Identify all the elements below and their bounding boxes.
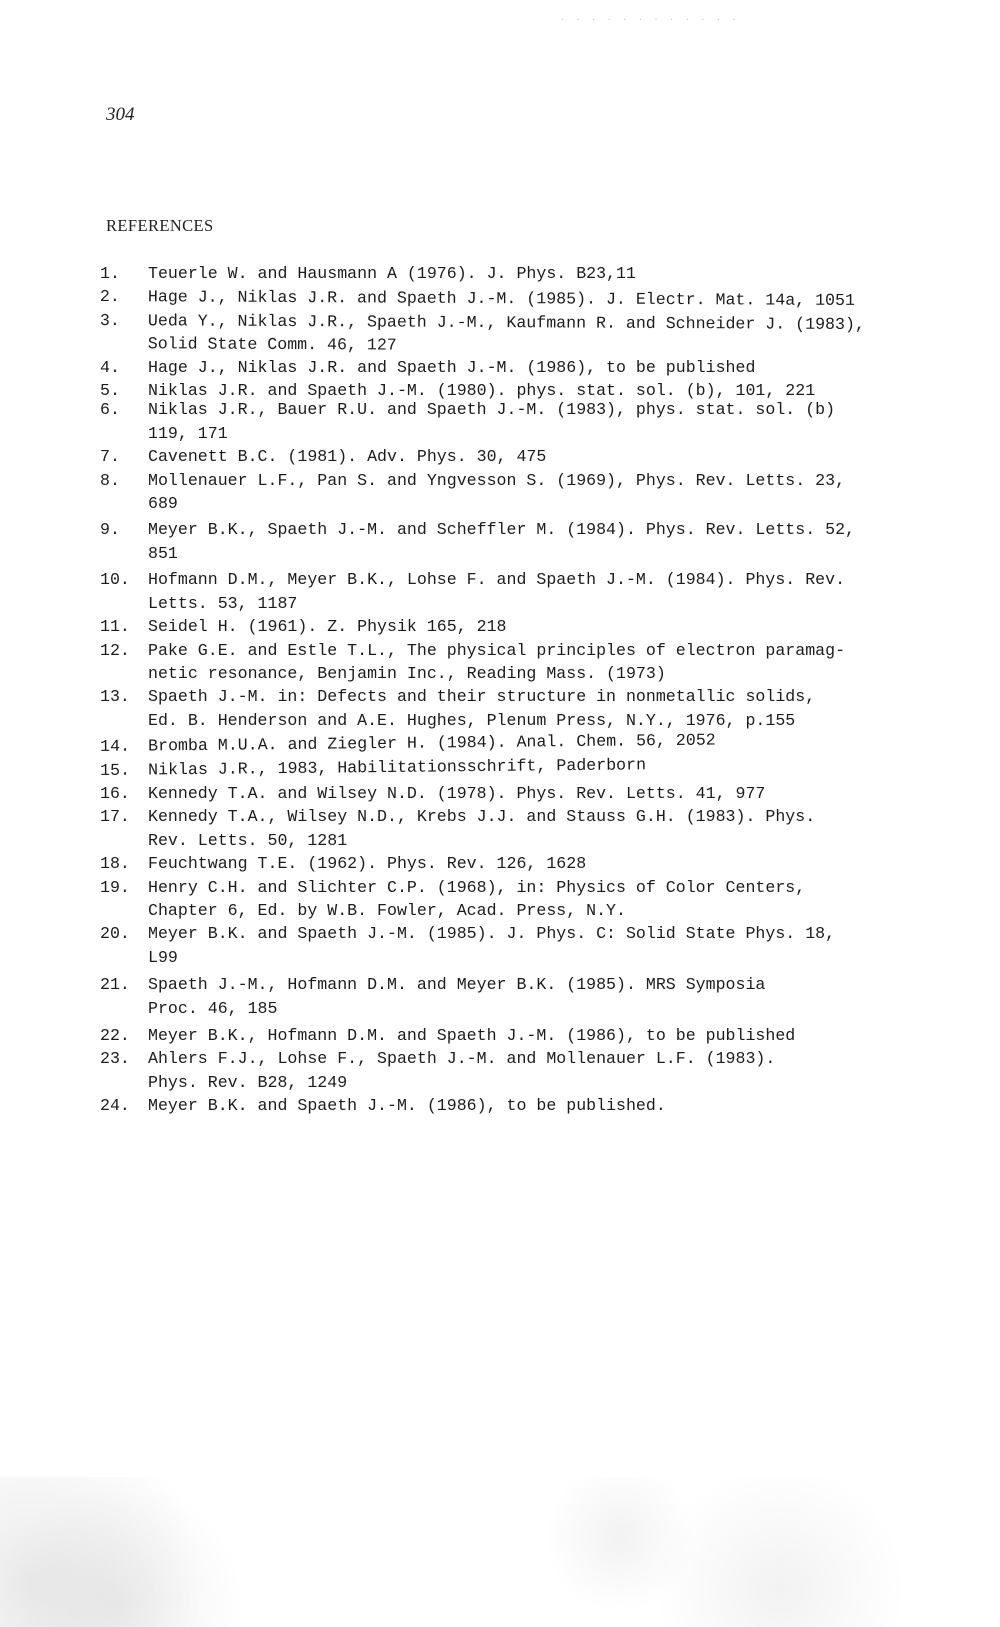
reference-item [100, 568, 980, 615]
reference-text-line: Feuchtwang T.E. (1962). Phys. Rev. 126, 1628 [148, 854, 587, 874]
reference-item [100, 876, 980, 923]
references-list [100, 262, 980, 1118]
reference-text-line: Hofmann D.M., Meyer B.K., Lohse F. and Spaeth J.-M. (1984). Phys. Rev. [148, 570, 846, 590]
reference-text-line: Rev. Letts. 50, 1281 [148, 830, 348, 850]
reference-number: 17. [100, 807, 130, 827]
reference-item [100, 852, 980, 875]
reference-text-line: L99 [148, 947, 178, 967]
reference-number: 23. [100, 1049, 130, 1069]
reference-number: 13. [100, 687, 130, 707]
reference-item [100, 262, 980, 285]
scan-noise [0, 1477, 1000, 1627]
reference-text-line: Hage J., Niklas J.R. and Spaeth J.-M. (1985). J. Electr. Mat. 14a, 1051 [147, 287, 855, 311]
reference-number: 15. [100, 760, 131, 780]
reference-text-line: Henry C.H. and Slichter C.P. (1968), in: Physics of Color Centers, [148, 877, 806, 897]
reference-item [100, 782, 980, 805]
reference-text-line: Meyer B.K., Hofmann D.M. and Spaeth J.-M. (1986), to be published [148, 1026, 796, 1045]
reference-text-line: 689 [148, 494, 178, 514]
reference-item [100, 805, 980, 852]
scan-speckle: . . . . . . . . . . . . [560, 14, 740, 23]
reference-text-line: Mollenauer L.F., Pan S. and Yngvesson S. (1969), Phys. Rev. Letts. 23, [148, 470, 846, 490]
reference-text-line: Meyer B.K. and Spaeth J.-M. (1986), to be published. [148, 1096, 666, 1116]
reference-item [100, 922, 980, 969]
reference-number: 19. [100, 877, 130, 897]
reference-number: 2. [99, 287, 120, 307]
reference-text-line: Meyer B.K., Spaeth J.-M. and Scheffler M. (1984). Phys. Rev. Letts. 52, [148, 520, 856, 540]
reference-text-line: Chapter 6, Ed. by W.B. Fowler, Acad. Press, N.Y. [148, 900, 626, 920]
reference-number: 22. [100, 1026, 130, 1045]
reference-item [100, 1094, 980, 1117]
reference-number: 10. [100, 570, 130, 590]
reference-text-line: Kennedy T.A. and Wilsey N.D. (1978). Phys. Rev. Letts. 41, 977 [148, 783, 766, 803]
reference-number: 12. [100, 640, 130, 660]
reference-text-line: 119, 171 [148, 423, 228, 443]
reference-text-line: Teuerle W. and Hausmann A (1976). J. Phys. B23,11 [148, 264, 636, 283]
reference-number: 7. [100, 447, 120, 467]
reference-text-line: Niklas J.R. and Spaeth J.-M. (1980). phys. stat. sol. (b), 101, 221 [148, 381, 816, 401]
reference-text-line: Ahlers F.J., Lohse F., Spaeth J.-M. and Mollenauer L.F. (1983). [148, 1049, 776, 1069]
reference-item [100, 1047, 980, 1094]
reference-item [100, 1024, 980, 1047]
reference-number: 9. [100, 520, 120, 540]
reference-text-line: Pake G.E. and Estle T.L., The physical principles of electron paramag- [148, 640, 846, 660]
reference-text-line: Niklas J.R., 1983, Habilitationsschrift, Paderborn [148, 754, 647, 780]
reference-text-line: Letts. 53, 1187 [148, 593, 298, 613]
reference-text-line: Bromba M.U.A. and Ziegler H. (1984). Anal. Chem. 56, 2052 [148, 730, 716, 756]
reference-text-line: Meyer B.K. and Spaeth J.-M. (1985). J. Phys. C: Solid State Phys. 18, [148, 924, 836, 944]
reference-text-line: Spaeth J.-M. in: Defects and their structure in nonmetallic solids, [148, 687, 816, 707]
reference-number: 3. [99, 310, 120, 330]
reference-number: 21. [100, 975, 130, 995]
reference-number: 20. [100, 924, 130, 944]
reference-item [100, 356, 980, 379]
reference-text-line: Seidel H. (1961). Z. Physik 165, 218 [148, 617, 507, 637]
reference-item [100, 639, 980, 686]
reference-item [100, 518, 980, 565]
reference-text-line: Ed. B. Henderson and A.E. Hughes, Plenum Press, N.Y., 1976, p.155 [148, 710, 796, 730]
references-heading: REFERENCES [106, 216, 214, 235]
reference-number: 5. [100, 381, 120, 401]
reference-text-line: Niklas J.R., Bauer R.U. and Spaeth J.-M. (1983), phys. stat. sol. (b) [148, 400, 836, 420]
reference-number: 6. [100, 400, 120, 420]
reference-text-line: Cavenett B.C. (1981). Adv. Phys. 30, 475 [148, 447, 547, 467]
reference-number: 4. [100, 357, 120, 377]
reference-text-line: Hage J., Niklas J.R. and Spaeth J.-M. (1986), to be published [148, 357, 756, 377]
reference-text-line: 851 [148, 543, 178, 563]
reference-item [100, 309, 980, 360]
reference-text-line: Phys. Rev. B28, 1249 [148, 1072, 348, 1092]
reference-text-line: Kennedy T.A., Wilsey N.D., Krebs J.J. and Stauss G.H. (1983). Phys. [148, 807, 816, 827]
reference-number: 11. [100, 617, 130, 637]
reference-item [100, 398, 980, 445]
reference-number: 16. [100, 783, 130, 803]
reference-item [100, 973, 980, 1020]
reference-text-line: Spaeth J.-M., Hofmann D.M. and Meyer B.K. (1985). MRS Symposia [148, 975, 766, 995]
reference-number: 8. [100, 470, 120, 490]
reference-number: 18. [100, 854, 130, 874]
page-number: 304 [106, 104, 135, 125]
reference-number: 1. [100, 264, 120, 283]
reference-item [100, 445, 980, 468]
reference-number: 14. [100, 736, 131, 757]
reference-text-line: Solid State Comm. 46, 127 [147, 334, 397, 355]
reference-item [100, 469, 980, 516]
reference-item [100, 685, 980, 732]
reference-text-line: netic resonance, Benjamin Inc., Reading Mass. (1973) [148, 663, 666, 683]
reference-number: 24. [100, 1096, 130, 1116]
reference-item [100, 615, 980, 638]
reference-text-line: Proc. 46, 185 [148, 998, 278, 1018]
reference-text-line: Ueda Y., Niklas J.R., Spaeth J.-M., Kaufmann R. and Schneider J. (1983), [147, 311, 865, 334]
